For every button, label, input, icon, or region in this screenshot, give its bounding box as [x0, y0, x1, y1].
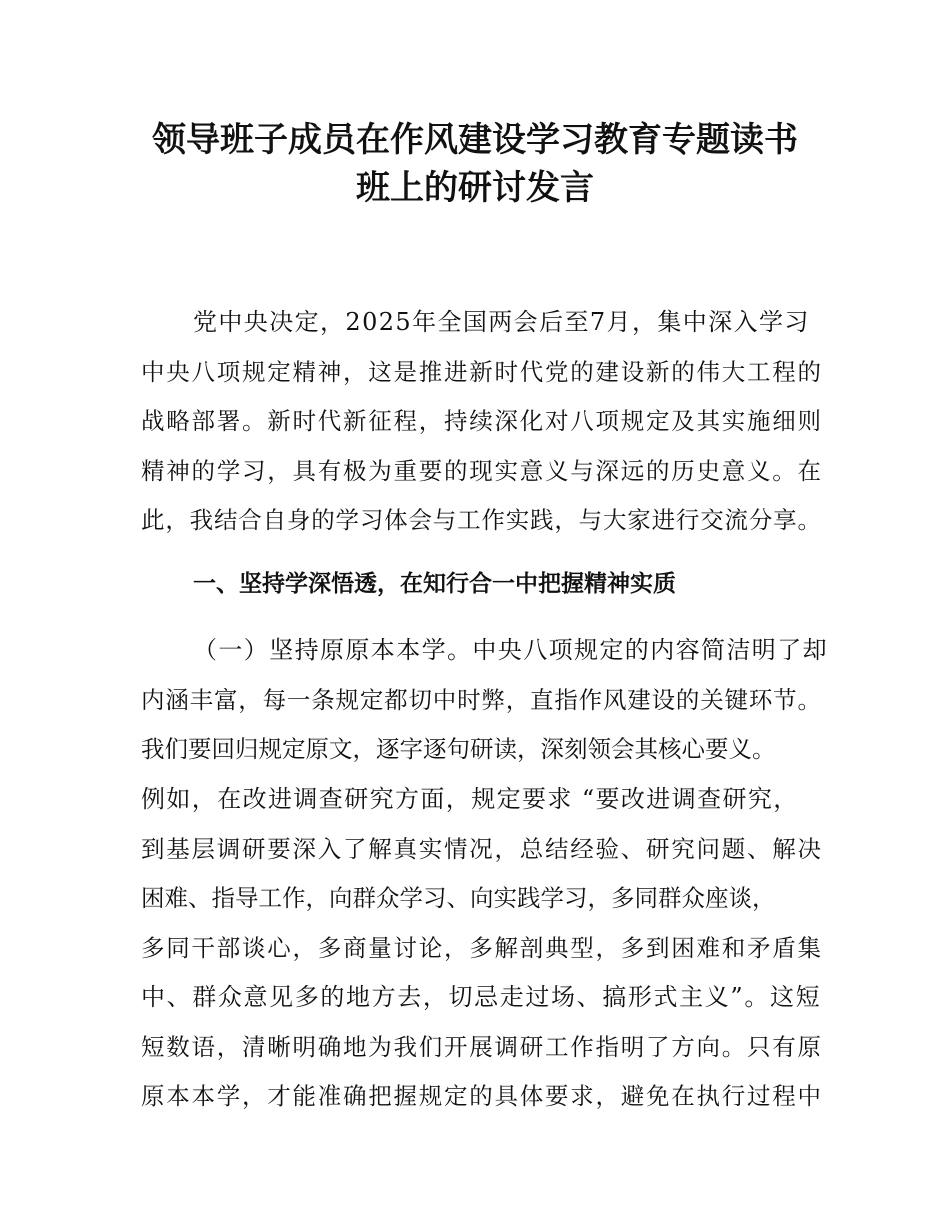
body-line-2: 内涵丰富，每一条规定都切中时弊，直指作风建设的关键环节。 — [141, 686, 821, 714]
body-line-8: 中、群众意见多的地方去，切忌走过场、搞形式主义”。这短 — [141, 983, 821, 1011]
intro-line-5: 此，我结合自身的学习体会与工作实践，与大家进行交流分享。 — [141, 506, 821, 534]
body-line-4: 例如，在改进调查研究方面，规定要求 “要改进调查研究， — [141, 785, 799, 813]
intro-line-3: 战略部署。新时代新征程，持续深化对八项规定及其实施细则 — [141, 407, 821, 435]
document-title-line-2: 班上的研讨发言 — [356, 168, 594, 208]
body-line-9: 短数语，清晰明确地为我们开展调研工作指明了方向。只有原 — [141, 1033, 821, 1061]
body-line-5: 到基层调研要深入了解真实情况，总结经验、研究问题、解决 — [141, 835, 821, 863]
body-line-3: 我们要回归规定原文，逐字逐句研读，深刻领会其核心要义。 — [141, 735, 776, 763]
body-line-10: 原本本学，才能准确把握规定的具体要求，避免在执行过程中 — [141, 1082, 821, 1110]
intro-line-1: 党中央决定，2025年全国两会后至7月，集中深入学习 — [193, 308, 810, 336]
document-title-line-1: 领导班子成员在作风建设学习教育专题读书 — [152, 120, 798, 160]
intro-line-4: 精神的学习，具有极为重要的现实意义与深远的历史意义。在 — [141, 457, 821, 485]
body-line-7: 多同干部谈心，多商量讨论，多解剖典型，多到困难和矛盾集 — [141, 934, 821, 962]
section-heading: 一、坚持学深悟透，在知行合一中把握精神实质 — [193, 571, 676, 597]
body-line-1: （一）坚持原原本本学。中央八项规定的内容简洁明了却 — [193, 636, 828, 664]
intro-line-2: 中央八项规定精神，这是推进新时代党的建设新的伟大工程的 — [141, 358, 821, 386]
body-line-6: 困难、指导工作，向群众学习、向实践学习，多同群众座谈， — [141, 884, 776, 912]
